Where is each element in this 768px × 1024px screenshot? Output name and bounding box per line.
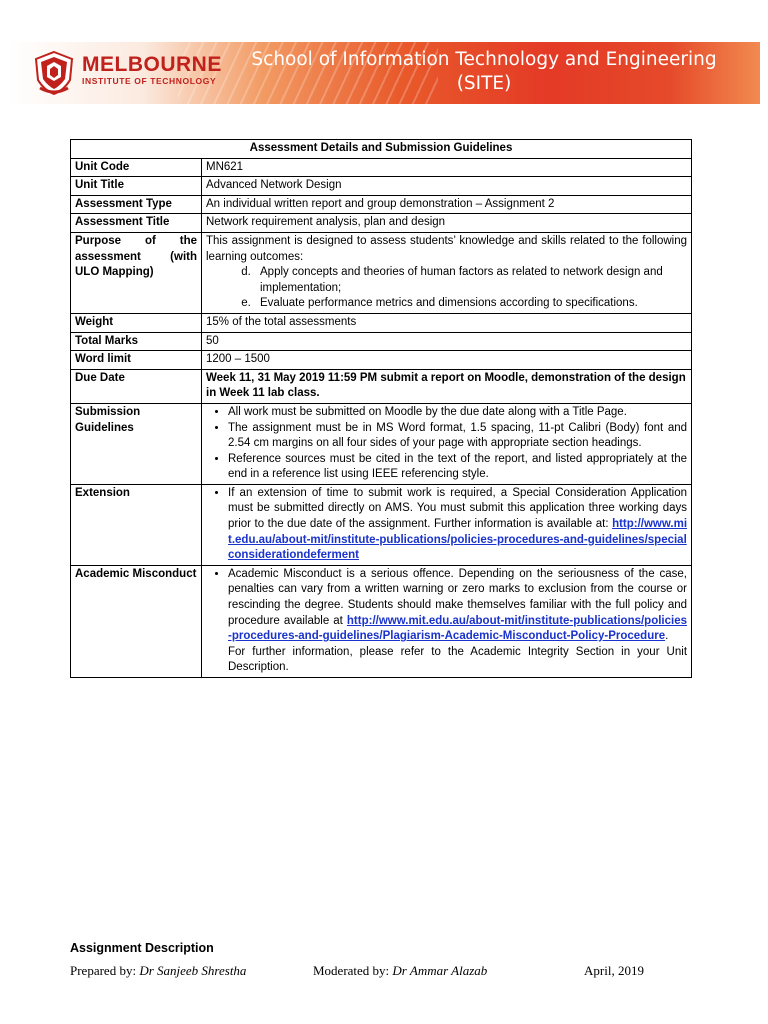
due-date-value: Week 11, 31 May 2019 11:59 PM submit a report on Moodle, demonstration of the design in Week 11 lab class. <box>202 369 692 403</box>
table-row <box>71 351 692 370</box>
extension-text: If an extension of time to submit work is required, a Special Consideration Application must be submitted directly on AMS. You must submit this application three working days prior to the due date of the assignment. Further information is available at: <box>228 486 688 531</box>
moderated-by <box>313 963 487 979</box>
unit-code-label: Unit Code <box>71 158 202 177</box>
prepared-by-label: Prepared by: <box>70 963 140 978</box>
table-row <box>71 332 692 351</box>
purpose-intro: This assignment is designed to assess students’ knowledge and skills related to the following learning outcomes: <box>206 234 688 263</box>
word-limit-label: Word limit <box>71 351 202 370</box>
submission-guidelines-list <box>206 405 687 483</box>
table-row <box>71 195 692 214</box>
purpose-value <box>202 232 692 313</box>
table-row <box>71 232 692 313</box>
document-footer <box>70 963 670 983</box>
list-item <box>228 567 687 676</box>
list-item: e. Evaluate performance metrics and dimensions according to specifications. <box>254 296 687 312</box>
prepared-by <box>70 963 246 979</box>
assessment-type-label: Assessment Type <box>71 195 202 214</box>
special-consideration-link[interactable]: http://www.mit.edu.au/about-mit/institute-publications/policies-procedures-and-guidelines/specialconsiderationdeferment <box>228 518 688 562</box>
unit-title-value: Advanced Network Design <box>202 177 692 196</box>
misconduct-policy-link[interactable]: http://www.mit.edu.au/about-mit/institute-publications/policies-procedures-and-guidelines/Plagiarism-Academic-Misconduct-Policy-Procedure <box>228 614 688 643</box>
academic-misconduct-label: Academic Misconduct <box>71 565 202 677</box>
table-row <box>71 313 692 332</box>
misconduct-text-before: Academic Misconduct is a serious offence. Depending on the seriousness of the case, penalties can vary from a written warning or zero marks to exclusion from the course or rescinding the degree. Students should make themselves familiar with the full policy and procedure available at <box>228 567 688 627</box>
list-item: • All work must be submitted on Moodle by the due date along with a Title Page. <box>228 405 687 421</box>
prepared-by-name: Dr Sanjeeb Shrestha <box>139 963 247 978</box>
table-row <box>71 484 692 565</box>
word-limit-value: 1200 – 1500 <box>202 351 692 370</box>
list-item: • Reference sources must be cited in the text of the report, and listed appropriately at the end in a reference list using IEEE referencing style. <box>228 452 687 483</box>
list-item: d. Apply concepts and theories of human factors as related to network design and implementation; <box>254 265 687 296</box>
extension-value <box>202 484 692 565</box>
submission-guidelines-label: Submission Guidelines <box>71 403 202 484</box>
list-item: • The assignment must be in MS Word format, 1.5 spacing, 11-pt Calibri (Body) font and 2.54 cm margins on all four sides of your page with appropriate section headings. <box>228 421 687 452</box>
moderated-by-label: Moderated by: <box>313 963 393 978</box>
unit-code-value: MN621 <box>202 158 692 177</box>
due-date-label: Due Date <box>71 369 202 403</box>
total-marks-label: Total Marks <box>71 332 202 351</box>
assessment-details-table <box>70 139 692 678</box>
submission-guidelines-value <box>202 403 692 484</box>
unit-title-label: Unit Title <box>71 177 202 196</box>
learning-outcomes-list <box>206 265 687 312</box>
purpose-label: Purpose of the assessment (with ULO Mapping) <box>71 232 202 313</box>
school-title-line2: (SITE) <box>456 73 512 94</box>
table-row <box>71 403 692 484</box>
weight-label: Weight <box>71 313 202 332</box>
assessment-type-value: An individual written report and group demonstration – Assignment 2 <box>202 195 692 214</box>
document-date: April, 2019 <box>584 963 644 978</box>
logo-main-text: MELBOURNE <box>82 53 222 76</box>
logo-sub-text: INSTITUTE OF TECHNOLOGY <box>82 76 217 86</box>
total-marks-value: 50 <box>202 332 692 351</box>
assessment-title-value: Network requirement analysis, plan and design <box>202 214 692 233</box>
weight-value: 15% of the total assessments <box>202 313 692 332</box>
table-row <box>71 565 692 677</box>
table-header-row <box>71 140 692 159</box>
table-row <box>71 369 692 403</box>
extension-list <box>206 486 687 564</box>
assignment-description-label: Assignment Description <box>70 941 214 955</box>
table-row <box>71 214 692 233</box>
header-banner <box>8 42 760 104</box>
table-row <box>71 177 692 196</box>
table-row <box>71 158 692 177</box>
misconduct-text-after: . For further information, please refer to the Academic Integrity Section in your Unit Description. <box>228 630 688 674</box>
institute-logo <box>82 54 222 86</box>
table-title: Assessment Details and Submission Guidelines <box>71 140 692 159</box>
assessment-title-label: Assessment Title <box>71 214 202 233</box>
school-title-line1: School of Information Technology and Engineering <box>251 49 717 70</box>
school-title <box>208 48 760 96</box>
academic-misconduct-list <box>206 567 687 676</box>
mit-crest-icon <box>32 50 76 96</box>
academic-misconduct-value <box>202 565 692 677</box>
extension-label: Extension <box>71 484 202 565</box>
moderated-by-name: Dr Ammar Alazab <box>392 963 488 978</box>
list-item <box>228 486 687 564</box>
